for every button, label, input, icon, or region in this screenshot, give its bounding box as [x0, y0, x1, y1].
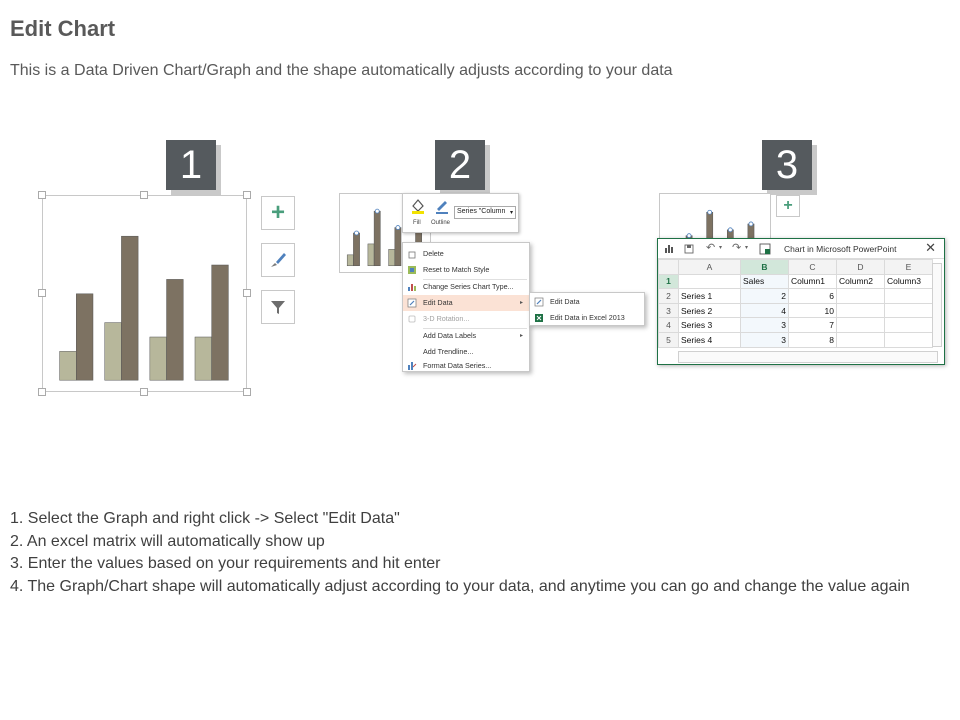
- selection-marker[interactable]: [749, 222, 753, 226]
- bar-chart[interactable]: [52, 225, 242, 385]
- chart-type-icon: [407, 282, 417, 292]
- page-subtitle: This is a Data Driven Chart/Graph and the shape automatically adjusts according to your data: [10, 62, 673, 79]
- format-toolbar: [402, 193, 519, 233]
- cell[interactable]: [885, 303, 933, 318]
- selection-marker[interactable]: [355, 231, 359, 235]
- column-header[interactable]: B: [741, 260, 789, 275]
- step-number-3: 3: [775, 143, 799, 187]
- filter-icon: [268, 297, 288, 317]
- chart-elements-button[interactable]: [776, 195, 800, 217]
- corner-cell[interactable]: [659, 260, 679, 275]
- bar-light-1[interactable]: [60, 351, 77, 380]
- cell[interactable]: 3: [741, 332, 789, 347]
- fill-icon[interactable]: [409, 197, 427, 215]
- edit-data-icon: [407, 298, 417, 308]
- undo-icon[interactable]: ↶: [706, 242, 716, 254]
- table-row: [659, 318, 933, 333]
- menu-item-format-data-series[interactable]: [403, 358, 529, 374]
- resize-handle[interactable]: [243, 289, 251, 297]
- bar-light-1[interactable]: [347, 255, 353, 266]
- format-series-icon: [407, 361, 417, 371]
- cell[interactable]: Series 4: [679, 332, 741, 347]
- cell[interactable]: Series 1: [679, 289, 741, 304]
- page-title: Edit Chart: [10, 16, 116, 41]
- selection-marker[interactable]: [396, 226, 400, 230]
- excel-icon: [534, 313, 544, 323]
- menu-item-3d-rotation: [403, 311, 529, 327]
- cell[interactable]: Series 2: [679, 303, 741, 318]
- cell[interactable]: 4: [741, 303, 789, 318]
- resize-handle[interactable]: [140, 191, 148, 199]
- submenu-item-edit-in-excel[interactable]: [530, 310, 644, 326]
- step-badge-2: [435, 140, 485, 190]
- horizontal-scrollbar[interactable]: [678, 351, 938, 363]
- chart-icon: [664, 244, 674, 254]
- excel-titlebar: [658, 239, 944, 259]
- submenu-arrow-icon: ▸: [519, 333, 523, 339]
- edit-data-submenu: [529, 292, 645, 326]
- instruction-step: 2. An excel matrix will automatically show up: [10, 532, 325, 550]
- cell[interactable]: Sales: [741, 274, 789, 289]
- mini-chart-frame[interactable]: [659, 193, 771, 243]
- cell[interactable]: [837, 289, 885, 304]
- bar-light-2[interactable]: [368, 244, 374, 266]
- bar-dark-2[interactable]: [121, 236, 138, 380]
- instruction-step: 4. The Graph/Chart shape will automatically adjust according to your data, and anytime you can go and change the value again: [10, 577, 910, 595]
- menu-label: Format Data Series...: [423, 361, 492, 370]
- bar-light-2[interactable]: [105, 323, 122, 381]
- cell[interactable]: [837, 318, 885, 333]
- column-header[interactable]: A: [679, 260, 741, 275]
- excel-window: [657, 238, 945, 365]
- resize-handle[interactable]: [38, 289, 46, 297]
- bar-light-4[interactable]: [195, 337, 212, 380]
- selection-marker[interactable]: [708, 210, 712, 214]
- menu-label: Reset to Match Style: [423, 265, 490, 274]
- bar-dark-3[interactable]: [167, 279, 184, 380]
- column-header[interactable]: D: [837, 260, 885, 275]
- edit-in-excel-icon[interactable]: [759, 243, 771, 255]
- submenu-item-edit-data[interactable]: [530, 294, 644, 310]
- instructions: [10, 508, 950, 598]
- excel-window-title: Chart in Microsoft PowerPoint: [784, 244, 897, 254]
- cell[interactable]: 6: [789, 289, 837, 304]
- cell[interactable]: [837, 303, 885, 318]
- step-badge-1: [166, 140, 216, 190]
- cell[interactable]: Column2: [837, 274, 885, 289]
- menu-label: Change Series Chart Type...: [423, 282, 514, 291]
- menu-item-reset-style[interactable]: [403, 262, 529, 278]
- resize-handle[interactable]: [140, 388, 148, 396]
- redo-dropdown-icon[interactable]: ▾: [745, 245, 749, 251]
- step-number-1: 1: [179, 143, 203, 187]
- brush-icon: [268, 250, 288, 270]
- redo-icon[interactable]: ↷: [732, 242, 742, 254]
- outline-label: Outline: [431, 220, 451, 226]
- chart-styles-button[interactable]: [261, 243, 295, 277]
- row-header[interactable]: 2: [659, 289, 679, 304]
- cell[interactable]: [885, 318, 933, 333]
- table-row: [659, 332, 933, 347]
- row-header[interactable]: 3: [659, 303, 679, 318]
- resize-handle[interactable]: [38, 388, 46, 396]
- bar-dark-2[interactable]: [374, 211, 380, 266]
- bar-light-3[interactable]: [389, 249, 395, 265]
- table-row: [659, 274, 933, 289]
- cell[interactable]: Series 3: [679, 318, 741, 333]
- table-row: [659, 289, 933, 304]
- row-header[interactable]: 1: [659, 274, 679, 289]
- column-header[interactable]: C: [789, 260, 837, 275]
- cell[interactable]: 10: [789, 303, 837, 318]
- series-dropdown[interactable]: [454, 206, 516, 219]
- instruction-step: 3. Enter the values based on your requirements and hit enter: [10, 555, 441, 572]
- bar-light-3[interactable]: [150, 337, 167, 380]
- bar-dark-1[interactable]: [353, 233, 359, 266]
- selection-marker[interactable]: [375, 209, 379, 213]
- step-badge-3: [762, 140, 812, 190]
- resize-handle[interactable]: [243, 191, 251, 199]
- cell[interactable]: Column1: [789, 274, 837, 289]
- series-dropdown-value: Series "Column: [457, 208, 506, 215]
- mini-bar-chart[interactable]: [660, 194, 770, 242]
- edit-data-icon: [534, 297, 544, 307]
- menu-label: Delete: [423, 249, 444, 258]
- cell[interactable]: 3: [741, 318, 789, 333]
- menu-label: Add Trendline...: [423, 347, 474, 356]
- close-icon[interactable]: ✕: [925, 240, 936, 255]
- plus-icon: +: [783, 197, 793, 214]
- menu-label: Edit Data: [550, 297, 580, 306]
- rotation-icon: [407, 314, 417, 324]
- spreadsheet-grid[interactable]: [658, 259, 933, 348]
- menu-item-delete[interactable]: [403, 246, 529, 262]
- row-header[interactable]: 5: [659, 332, 679, 347]
- menu-label: Add Data Labels: [423, 331, 477, 340]
- table-row: [659, 303, 933, 318]
- menu-label: Edit Data in Excel 2013: [550, 313, 625, 322]
- chart-filters-button[interactable]: [261, 290, 295, 324]
- bar-dark-1[interactable]: [76, 294, 93, 380]
- bar-dark-3[interactable]: [395, 228, 401, 266]
- outline-icon[interactable]: [433, 197, 451, 215]
- menu-label: 3-D Rotation...: [423, 314, 470, 323]
- column-header[interactable]: E: [885, 260, 933, 275]
- selection-marker[interactable]: [728, 228, 732, 232]
- menu-label: Edit Data: [423, 298, 453, 307]
- delete-icon: [407, 249, 417, 259]
- row-header[interactable]: 4: [659, 318, 679, 333]
- resize-handle[interactable]: [243, 388, 251, 396]
- vertical-scrollbar[interactable]: [932, 263, 942, 347]
- cell[interactable]: [885, 289, 933, 304]
- fill-label: Fill: [413, 220, 421, 226]
- cell[interactable]: 2: [741, 289, 789, 304]
- menu-item-change-chart-type[interactable]: [403, 279, 529, 295]
- resize-handle[interactable]: [38, 191, 46, 199]
- dropdown-arrow-icon: ▾: [509, 210, 513, 216]
- context-menu: [402, 242, 530, 372]
- submenu-arrow-icon: ▸: [519, 300, 523, 306]
- step-number-2: 2: [448, 143, 472, 187]
- plus-icon: +: [270, 199, 285, 226]
- save-icon[interactable]: [684, 244, 694, 254]
- menu-item-add-data-labels[interactable]: [403, 328, 529, 344]
- cell[interactable]: [885, 332, 933, 347]
- cell[interactable]: Column3: [885, 274, 933, 289]
- cell[interactable]: 7: [789, 318, 837, 333]
- menu-item-edit-data[interactable]: [403, 295, 529, 311]
- cell[interactable]: 8: [789, 332, 837, 347]
- chart-elements-button[interactable]: [261, 196, 295, 230]
- instruction-step: 1. Select the Graph and right click -> Select "Edit Data": [10, 510, 400, 527]
- cell[interactable]: [679, 274, 741, 289]
- undo-dropdown-icon[interactable]: ▾: [719, 245, 723, 251]
- cell[interactable]: [837, 332, 885, 347]
- bar-dark-4[interactable]: [212, 265, 229, 380]
- reset-style-icon: [407, 265, 417, 275]
